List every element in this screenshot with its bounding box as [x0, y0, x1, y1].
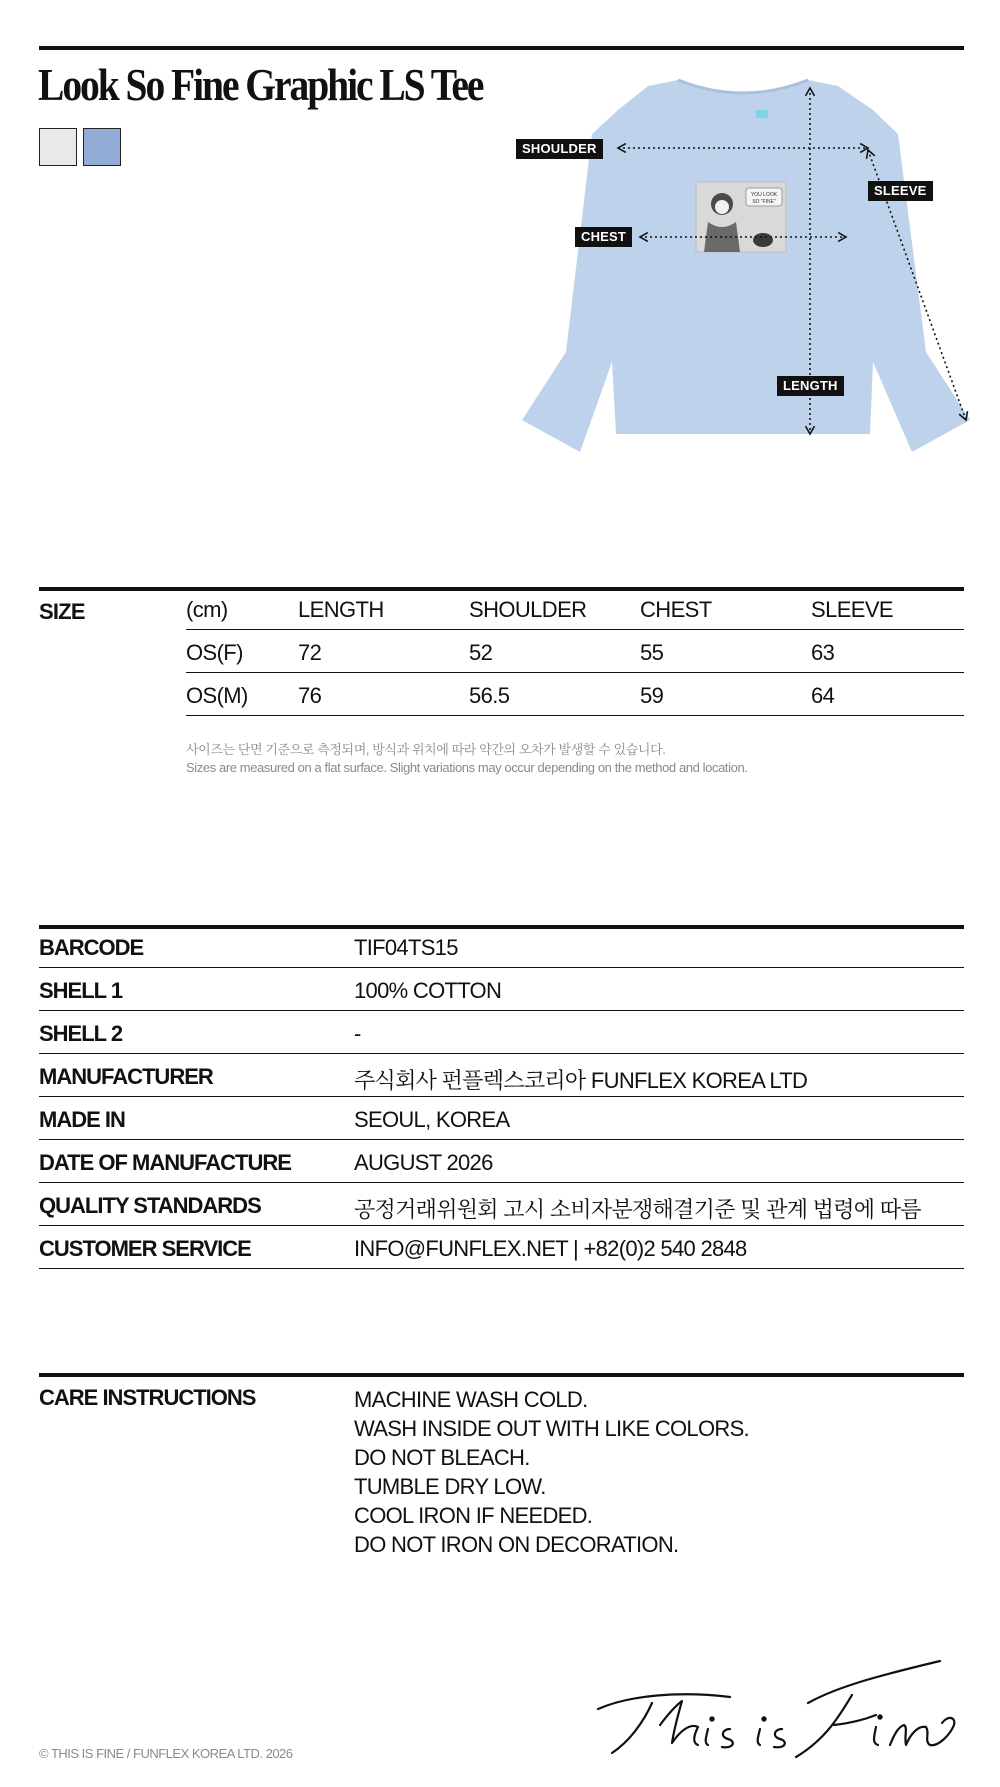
spec-table [39, 925, 964, 1269]
care-line: DO NOT BLEACH. [354, 1445, 530, 1470]
swatch-white[interactable] [39, 128, 77, 166]
spec-label: CUSTOMER SERVICE [39, 1236, 251, 1261]
size-grid [186, 587, 964, 716]
chest-tag: CHEST [575, 227, 632, 247]
size-cell: 56.5 [469, 683, 510, 708]
size-header-row [186, 587, 964, 630]
care-rule [39, 1373, 964, 1377]
spec-label: SHELL 2 [39, 1021, 123, 1046]
spec-row-shell2 [39, 1011, 964, 1054]
size-header-chest: CHEST [640, 597, 712, 622]
length-tag: LENGTH [777, 376, 844, 396]
product-title: Look So Fine Graphic LS Tee [38, 59, 483, 110]
size-header-unit: (cm) [186, 597, 228, 622]
size-row-osm [186, 673, 964, 716]
size-cell: OS(F) [186, 640, 243, 665]
shirt-body [522, 80, 970, 452]
top-rule [39, 46, 964, 50]
spec-value: INFO@FUNFLEX.NET | +82(0)2 540 2848 [354, 1236, 747, 1261]
care-label: CARE INSTRUCTIONS [39, 1385, 256, 1410]
size-header-sleeve: SLEEVE [811, 597, 894, 622]
neck-label [756, 110, 768, 118]
measurement-figure [508, 72, 978, 472]
spec-label: DATE OF MANUFACTURE [39, 1150, 291, 1175]
size-header-shoulder: SHOULDER [469, 597, 587, 622]
size-cell: OS(M) [186, 683, 248, 708]
care-line: TUMBLE DRY LOW. [354, 1474, 546, 1499]
size-note-en: Sizes are measured on a flat surface. Slight variations may occur depending on the method and location. [186, 760, 748, 775]
spec-value: SEOUL, KOREA [354, 1107, 510, 1132]
spec-row-quality [39, 1183, 964, 1226]
sleeve-tag: SLEEVE [868, 181, 933, 201]
swatch-blue[interactable] [83, 128, 121, 166]
spec-value: TIF04TS15 [354, 935, 458, 960]
graphic-text-1: YOU LOOK [750, 192, 778, 198]
this-is-fine-logo [590, 1655, 962, 1765]
care-line: WASH INSIDE OUT WITH LIKE COLORS. [354, 1416, 749, 1441]
spec-value: AUGUST 2026 [354, 1150, 493, 1175]
spec-row-customer-service [39, 1226, 964, 1269]
spec-value: 100% COTTON [354, 978, 502, 1003]
spec-label: MADE IN [39, 1107, 125, 1132]
shirt-illustration [508, 72, 978, 472]
spec-value: 공정거래위원회 고시 소비자분쟁해결기준 및 관계 법령에 따름 [354, 1197, 921, 1222]
care-line: MACHINE WASH COLD. [354, 1387, 588, 1412]
spec-row-manufacturer [39, 1054, 964, 1097]
care-line: COOL IRON IF NEEDED. [354, 1503, 593, 1528]
size-row-osf [186, 630, 964, 673]
size-label: SIZE [39, 599, 85, 624]
size-cell: 72 [298, 640, 322, 665]
size-cell: 55 [640, 640, 664, 665]
size-cell: 76 [298, 683, 322, 708]
spec-row-made-in [39, 1097, 964, 1140]
size-cell: 59 [640, 683, 664, 708]
spec-label: QUALITY STANDARDS [39, 1193, 261, 1218]
spec-label: SHELL 1 [39, 978, 123, 1003]
spec-row-barcode [39, 925, 964, 968]
spec-value: 주식회사 펀플렉스코리아 FUNFLEX KOREA LTD [354, 1068, 808, 1093]
chest-graphic [696, 182, 786, 252]
size-note-ko: 사이즈는 단면 기준으로 측정되며, 방식과 위치에 따라 약간의 오차가 발생할 수 있습니다. [186, 742, 666, 757]
size-note [186, 741, 748, 777]
spec-label: MANUFACTURER [39, 1064, 213, 1089]
graphic-text-2: SO "FINE" [752, 199, 776, 205]
spec-value: - [354, 1021, 361, 1046]
care-line: DO NOT IRON ON DECORATION. [354, 1532, 679, 1557]
spec-row-shell1 [39, 968, 964, 1011]
care-list [354, 1385, 749, 1559]
shoulder-tag: SHOULDER [516, 139, 603, 159]
size-header-length: LENGTH [298, 597, 384, 622]
size-cell: 52 [469, 640, 493, 665]
size-cell: 64 [811, 683, 835, 708]
size-cell: 63 [811, 640, 835, 665]
copyright: © THIS IS FINE / FUNFLEX KOREA LTD. 2026 [39, 1746, 293, 1761]
spec-label: BARCODE [39, 935, 144, 960]
spec-row-date [39, 1140, 964, 1183]
